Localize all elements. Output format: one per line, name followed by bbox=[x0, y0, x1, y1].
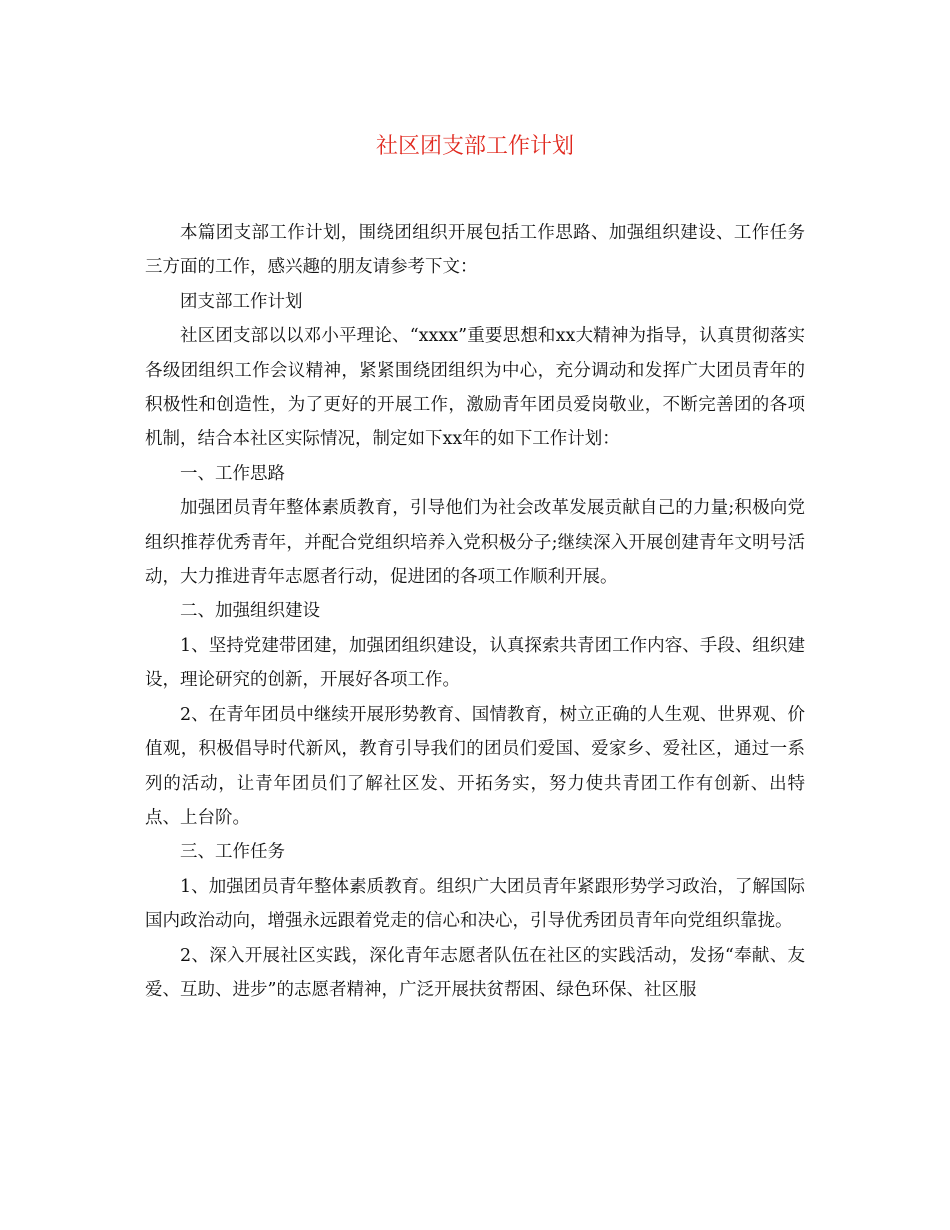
body-paragraph: 加强团员青年整体素质教育，引导他们为社会改革发展贡献自己的力量;积极向党组织推荐优秀青年，并配合党组织培养入党积极分子;继续深入开展创建青年文明号活动，大力推进青年志愿者行动，促进团的各项工作顺利开展。 bbox=[145, 498, 805, 588]
section-heading: 二、加强组织建设 bbox=[180, 601, 320, 622]
document-body bbox=[145, 216, 805, 1007]
body-paragraph: 1、加强团员青年整体素质教育。组织广大团员青年紧跟形势学习政治，了解国际国内政治动向，增强永远跟着党走的信心和决心，引导优秀团员青年向党组织靠拢。 bbox=[145, 876, 805, 932]
intro-paragraph: 本篇团支部工作计划，围绕团组织开展包括工作思路、加强组织建设、工作任务三方面的工作，感兴趣的朋友请参考下文： bbox=[145, 223, 805, 278]
section-heading: 三、工作任务 bbox=[180, 842, 285, 863]
body-paragraph: 社区团支部以以邓小平理论、“xxxx”重要思想和xx大精神为指导，认真贯彻落实各级团组织工作会议精神，紧紧围绕团组织为中心，充分调动和发挥广大团员青年的积极性和创造性，为了更好的开展工作，激励青年团员爱岗敬业，不断完善团的各项机制，结合本社区实际情况，制定如下xx年的如下工作计划： bbox=[145, 326, 805, 450]
section-heading: 一、工作思路 bbox=[180, 463, 285, 484]
section-heading: 团支部工作计划 bbox=[180, 291, 303, 312]
body-paragraph: 2、深入开展社区实践，深化青年志愿者队伍在社区的实践活动，发扬“奉献、友爱、互助、进步”的志愿者精神，广泛开展扶贫帮困、绿色环保、社区服 bbox=[145, 945, 805, 1000]
body-paragraph: 2、在青年团员中继续开展形势教育、国情教育，树立正确的人生观、世界观、价值观，积极倡导时代新风，教育引导我们的团员们爱国、爱家乡、爱社区，通过一系列的活动，让青年团员们了解社区发、开拓务实，努力使共青团工作有创新、出特点、上台阶。 bbox=[145, 704, 805, 828]
body-paragraph: 1、坚持党建带团建，加强团组织建设，认真探索共青团工作内容、手段、组织建设，理论研究的创新，开展好各项工作。 bbox=[145, 635, 805, 691]
document-title: 社区团支部工作计划 bbox=[375, 134, 574, 159]
